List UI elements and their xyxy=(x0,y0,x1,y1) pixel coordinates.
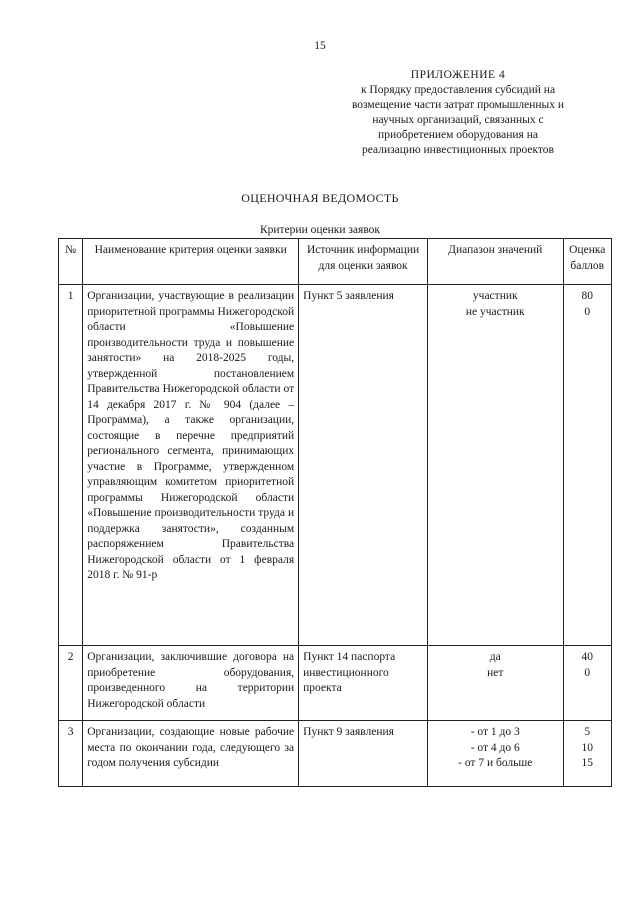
appendix-line: приобретением оборудования на xyxy=(378,129,538,141)
header-range: Диапазон значений xyxy=(428,239,563,285)
range-value: да xyxy=(489,651,501,663)
range-value: нет xyxy=(487,666,504,679)
score-value: 0 xyxy=(584,305,591,318)
range-value: не участник xyxy=(465,305,525,318)
criterion-score xyxy=(563,721,612,787)
score-value: 15 xyxy=(581,757,593,769)
appendix-header xyxy=(318,68,598,158)
range-value: - от 7 и больше xyxy=(458,757,533,769)
table-header-row xyxy=(59,239,612,285)
criterion-name: Организации, создающие новые рабочие места по окончании года, следующего за годом получения субсидии xyxy=(83,721,299,787)
criterion-name: Организации, участвующие в реализации приоритетной программы Нижегородской области «Повышение производительности труда и повышение занятости» на 2018-2025 годы, утвержденной постановлением Правительства Нижегородской области от 14 декабря 2017 г. № 904 (далее – Программа), а также организации, состоящие в перечне предприятий регионального сегмента, принимающих участие в Программе, утвержденном управляющим комитетом приоритетной программы Нижегородской области «Повышение производительности труда и поддержка занятости», созданным распоряжением Правительства Нижегородской области от 1 февраля 2018 г. № 91-р xyxy=(83,285,299,646)
appendix-title: ПРИЛОЖЕНИЕ 4 xyxy=(410,69,506,81)
row-number: 1 xyxy=(59,285,83,646)
header-criterion-name: Наименование критерия оценки заявки xyxy=(83,239,299,285)
range-value: участник xyxy=(472,290,518,302)
appendix-line: реализацию инвестиционных проектов xyxy=(362,144,554,156)
row-number: 2 xyxy=(59,646,83,721)
row-number: 3 xyxy=(59,721,83,787)
range-value: - от 1 до 3 xyxy=(470,726,520,738)
appendix-line: к Порядку предоставления субсидий на xyxy=(360,84,556,96)
criteria-table xyxy=(58,238,612,787)
criterion-range xyxy=(428,285,563,646)
table-caption: Критерии оценки заявок xyxy=(259,224,381,236)
criterion-name: Организации, заключившие договора на приобретение оборудования, произведенного на территории Нижегородской области xyxy=(83,646,299,721)
criterion-score xyxy=(563,285,612,646)
page-number: 15 xyxy=(314,40,326,52)
appendix-line: научных организаций, связанных с xyxy=(372,114,544,126)
table-row xyxy=(59,646,612,721)
score-value: 40 xyxy=(581,651,593,663)
criterion-source: Пункт 5 заявления xyxy=(299,285,428,646)
score-value: 80 xyxy=(581,290,593,302)
header-score: Оценка баллов xyxy=(563,239,612,285)
criterion-source: Пункт 14 паспорта инвестиционного проекта xyxy=(299,646,428,721)
document-title: ОЦЕНОЧНАЯ ВЕДОМОСТЬ xyxy=(241,191,399,205)
header-num: № xyxy=(59,239,83,285)
range-value: - от 4 до 6 xyxy=(470,741,520,754)
score-value: 10 xyxy=(581,741,593,754)
header-source: Источник информации для оценки заявок xyxy=(299,239,428,285)
criterion-score xyxy=(563,646,612,721)
table-row xyxy=(59,285,612,646)
score-value: 5 xyxy=(584,726,591,738)
score-value: 0 xyxy=(584,666,591,679)
criterion-source: Пункт 9 заявления xyxy=(299,721,428,787)
appendix-line: возмещение части затрат промышленных и xyxy=(351,99,565,111)
criterion-range xyxy=(428,721,563,787)
table-row xyxy=(59,721,612,787)
criterion-range xyxy=(428,646,563,721)
